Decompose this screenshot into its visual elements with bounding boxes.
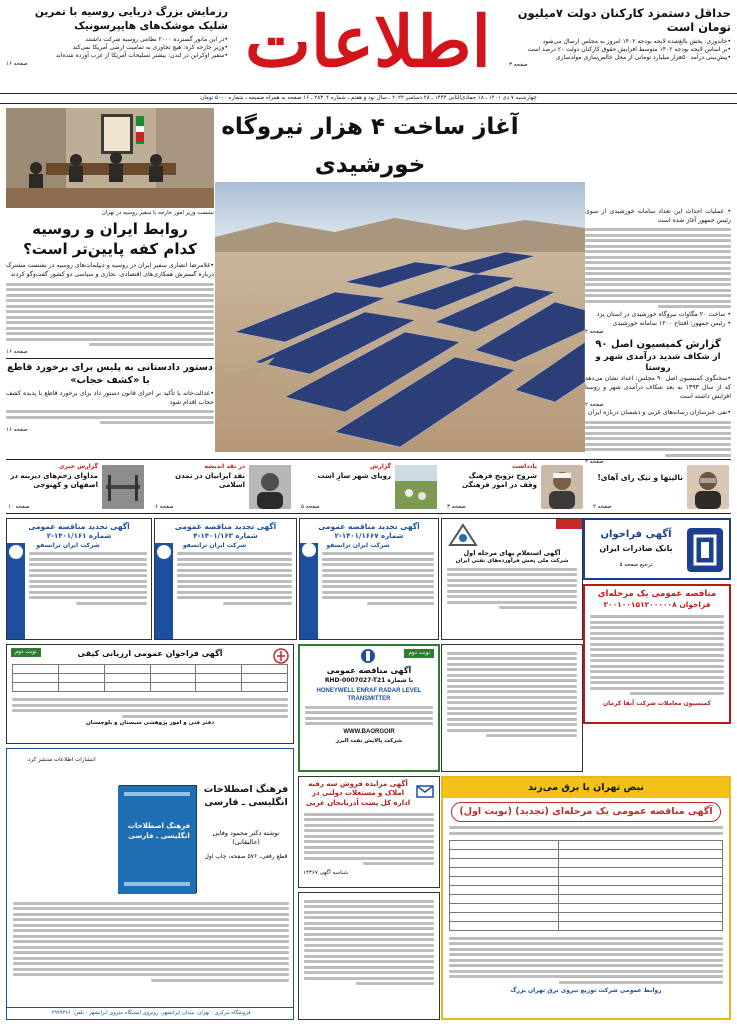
ad-naft-section[interactable] [441,644,583,772]
teaser[interactable] [591,463,731,511]
ad-subtitle: شماره ۱۴۰۱/۱۶۶۷-۲ [334,532,404,541]
story-text: •نفی خبرسازان رسانه‌های غربی و دشمنان درباره ایران [588,409,731,417]
ad-title: آگهی تجدید مناقصه عمومی [174,522,277,531]
website-link[interactable]: WWW.BAORGOIR [343,728,395,735]
tender-item: HONEYWELL ENRAF RADAR LEVEL TRANSMITTER [316,687,422,702]
book-title: فرهنگ اصطلاحات انگلیسی ـ فارسی [203,784,289,809]
text-lines [6,283,214,347]
text-lines [442,645,582,744]
ad-title: آگهی فراخوان عمومی ارزیابی کیفی [77,649,223,658]
newspaper-logo: اطلاعات [245,0,491,83]
dateline-text: چهارشنبه ۷ دی ۱۴۰۱ ـ ۱۸ جمادی‌الثانی ۱۴۴۴ ـ ۲۸ دسامبر ۲۰۲۲ ـ سال نود و هفتم ـ شماره ۲۸۳۰۴ ـ ۱۶ صفحه به همراه ضمیمه ـ شماره ۵۰۰۰ تومان [200,95,537,101]
ad-book-dictionary[interactable] [6,748,294,1020]
text-lines [7,698,293,718]
text-lines [6,410,214,424]
story-title: گزارش کمیسیون اصل ۹۰ [595,339,721,351]
ad-title: آگهی تجدید مناقصه عمومی [318,522,420,531]
ad-title: آگهی فراخوان [600,529,672,540]
page-ref: صفحه ۲ [585,401,604,408]
page-ref: صفحه ۵ [301,503,320,510]
transfo-logo-icon [302,543,316,557]
teaser-kicker: گزارش خبری [58,463,98,470]
teaser-kicker: یادداشت [512,463,537,470]
text-lines [299,893,439,992]
story-text: •عدالت‌خانه با تأکید بر اجرای قانون دستور داد برای برخورد قاطع با پدیده کشف حجاب اقدام شود [6,389,214,406]
story-subtitle: از شکاف شدید درآمدی شهر و روستا [595,351,721,374]
meeting-photo-illustration [6,108,214,208]
text-lines [443,937,729,984]
ad-organization: دفتر فنی و امور پژوهشی سیستان و بلوچستان [85,720,215,727]
ad-subtitle: بانک صادرات ایران [599,544,673,553]
dateline [0,93,737,104]
story-title: کدام کفه پایین‌تر است؟ [23,239,197,258]
photo-caption: نشست وزیر امور خارجه با سفیر روسیه در تهران [101,210,214,216]
badge: نوبت دوم [404,649,434,658]
vertical-brand-bar [300,543,318,639]
teaser-row [6,459,731,514]
story-text: • ساخت ۲۰ مگاوات نیروگاه خورشیدی در استان یزد [596,310,731,318]
book-cover-title: فرهنگ اصطلاحات انگلیسی ـ فارسی [127,822,191,840]
solar-farm-photo [215,182,585,452]
story-title: دستور دادستانی به پلیس برای برخورد قاطع با «کشف حجاب» [7,362,213,387]
ad-iran-transfo[interactable] [6,518,152,640]
ad-subtitle: با شماره RHD-0007027-T21 [324,676,414,684]
transfo-logo-icon [9,545,23,559]
book-kicker: انتشارات اطلاعات منتشر کرد: [26,757,96,763]
story-text: • رئیس جمهور: افتتاح ۱۲۰۰ سامانه خورشیدی [612,319,731,327]
ad-title: آگهی مناقصه عمومی [326,666,412,675]
masthead-right-bullet: •بر اساس لایحه بودجه ۱۴۰۲ متوسط افزایش حقوق کارکنان دولت ۲۰ درصد است [527,45,731,53]
text-lines [300,552,438,605]
ad-organization: شرکت ایران ترانسفو [36,541,100,549]
masthead-left-headline: رزمایش بزرگ دریایی روسیه با تمرین شلیک موشک‌های هایپرسونیک [34,6,228,32]
data-table [12,664,288,692]
page-ref: ترجیع صفحه ۵ [619,562,653,568]
ad-notice-bottom[interactable] [298,892,440,1020]
ad-subtitle: فراخوان ۲۰۰۱۰۰۱۵۱۲۰۰۰۰۰۸ [603,600,711,610]
book-footer-text: فروشگاه مرکزی : تهران، میدان ایرانشهر، روبروی ایستگاه متروی ایرانشهر - تلفن: ۲۹۹۹۳۶۶ [51,1010,251,1016]
ad-title: آگهی استعلام بهای مرحله اول [463,549,561,557]
portrait-photo [687,465,729,509]
ad-title: آگهی مزایده فروش سه رقبه املاک و مستغلات دولتی در اداره کل پست آذربایجان غربی [305,780,411,807]
text-lines [300,706,438,726]
page-ref: صفحه ۳ [447,503,466,510]
portrait-photo [249,465,291,509]
page-ref: صفحه ۱۶ [6,348,28,355]
ad-organization: شرکت ایران ترانسفو [326,541,390,549]
badge: نوبت دوم [11,648,41,657]
text-lines [585,228,731,308]
text-lines [13,899,289,984]
teaser-title: شروح ترویج فرهنگ وقف در امور فرهنگی [461,472,537,490]
teaser[interactable] [6,463,146,511]
teaser-kicker: در نقد اندیشه [204,463,245,470]
masthead-left-bullet: •سفیر اوکراین در لندن: بیشتر تسلیحات آمریکا از غرب آورده شده‌اند [55,52,228,60]
ad-organization: روابط عمومی شرکت توزیع نیروی برق تهران بزرگ [510,986,662,994]
ad-mazayede-post[interactable] [298,776,440,888]
ad-title: مناقصه عمومی یک مرحله‌ای [597,589,717,599]
ad-banner-text: نبض تهران با برق می‌زند [528,782,644,793]
story-text: •سخنگوی کمیسیون اصل ۹۰ مجلس: اعداد نشان می‌دهد که از سال ۱۳۹۳ به بعد شکاف درآمدی شهر و روستا افزایش داشته است [585,374,731,400]
page-ref: صفحه ۲ [593,503,612,510]
ad-organization: شرکت ایران ترانسفو [182,541,247,549]
ad-quality-evaluation[interactable] [6,644,294,744]
ad-title: آگهی تجدید مناقصه عمومی [28,522,130,531]
page-ref: صفحه ۲ [585,328,604,335]
headline-line-1: آغاز ساخت ۴ هزار نیروگاه خورشیدی [221,114,519,178]
ad-title [451,802,721,822]
teaser-title: نالیتها و تیک رای آهای! [597,473,683,482]
teaser-title: نقد ایرانیان در تمدن اسلامی [175,472,245,490]
page-ref: صفحه ۱۶ [6,426,28,433]
ad-organization: شرکت پالایش نفت البرز [335,737,403,744]
post-logo-icon [415,781,435,801]
masthead [0,0,737,100]
ad-iran-transfo[interactable] [299,518,439,640]
text-lines [585,421,731,457]
landscape-photo [395,465,437,509]
page-ref: صفحه ۱۰ [8,503,30,510]
left-news-column [6,108,214,458]
ad-naft-estelam[interactable] [441,518,583,640]
story-text: • عملیات احداث این تعداد سامانه خورشیدی از سوی رئیس جمهور آغاز شده است [585,208,731,224]
page-ref: صفحه ۶ [155,503,174,510]
teaser[interactable] [445,463,585,511]
meeting-photo [6,108,214,208]
story-title: روابط ایران و روسیه [32,220,188,239]
masthead-right-box [509,6,731,92]
text-lines [299,808,439,870]
book-footer [7,1007,294,1019]
ad-tender-abfa-kerman[interactable] [583,584,731,724]
data-table [449,840,723,931]
bank-logo-icon [687,528,723,572]
masthead-right-bullet: •پیش‌بینی درآمد ۵۰هزار میلیارد تومانی از محل خالص‌سازی مولدسازی [555,53,731,61]
teaser[interactable] [153,463,293,511]
page-ref: صفحه ۱۶ [6,60,28,67]
masthead-right-bullet: •خاندوزی: بخش بالغ‌شده لایحه بودجه ۱۴۰۲ امروز به مجلس ارسال می‌شود [542,37,731,45]
page-ref: صفحه ۳ [509,62,528,69]
text-lines [7,552,151,605]
book-cover [119,785,197,893]
teaser[interactable] [299,463,439,511]
ad-bank-saderat[interactable] [583,518,731,580]
ad-title-text: آگهی مناقصه عمومی یک مرحله‌ای (تجدید) (نوبت اول) [459,806,713,817]
teaser-title: رویای شهر سازِ است [317,472,391,480]
book-author: نوشته دکتر محمود وفایی (خالیقانی) [212,829,280,846]
ad-subtitle: شماره ۱۴۰۱/۱۶۳-۴ [193,532,258,541]
text-lines [443,826,729,835]
text-lines [155,552,296,605]
red-corner-badge [556,519,582,529]
right-news-column [585,208,731,466]
landscape-photo [102,465,144,509]
ad-organization: کمیسیون معاملات شرکت آبفا کرمان [602,699,712,707]
teaser-kicker: گزارش [369,463,391,470]
ad-iran-transfo[interactable] [154,518,297,640]
ad-ref: شناسه آگهی ۱۴۳۶۷ [303,869,349,876]
book-meta: قطع رقعی، ۵۷۶ صفحه، چاپ اول [204,853,288,860]
masthead-left-bullet: •وزیر خارجه کره: هیچ تجاوزی به تمامیت ارضی آمریکا نمی‌کند [72,44,228,52]
ad-tender-alborz-refinery[interactable] [298,644,440,772]
masthead-left-bullet: •در این مانور گسترده ۲۰۰۰ نظامی روسیه شرکت داشتند [85,36,228,44]
ad-subtitle: شرکت ملی پخش فرآورده‌های نفتی ایران [455,557,569,564]
story-text: •غلامرضا انصاری سفیر ایران در روسیه و دیپلمات‌های روسیه در نشست مشترک درباره گسترش همکاری‌های اقتصادی، تجاری و سیاسی دو کشور گفت‌وگو کردند [6,262,214,279]
teaser-title: مداوای زخم‌های دیرینه در اصفهان و کهنوجی [10,472,98,490]
ad-subtitle: شماره ۱۴۰۱/۱۶۱-۲ [46,532,112,541]
ad-tehran-electricity[interactable] [441,776,731,1020]
text-lines [442,568,582,610]
portrait-photo [541,465,583,509]
masthead-left-box [6,6,228,92]
transfo-logo-icon [157,545,171,559]
naft-logo-icon [448,523,478,547]
masthead-right-headline: حداقل دستمزد کارکنان دولت ۷میلیون تومان است [517,6,731,35]
refinery-logo-icon [358,648,378,664]
emblem-icon [273,648,289,664]
text-lines [585,611,729,700]
solar-farm-illustration [215,182,585,452]
page-ref: صفحه ۲ [585,459,604,466]
ad-banner [443,778,729,798]
